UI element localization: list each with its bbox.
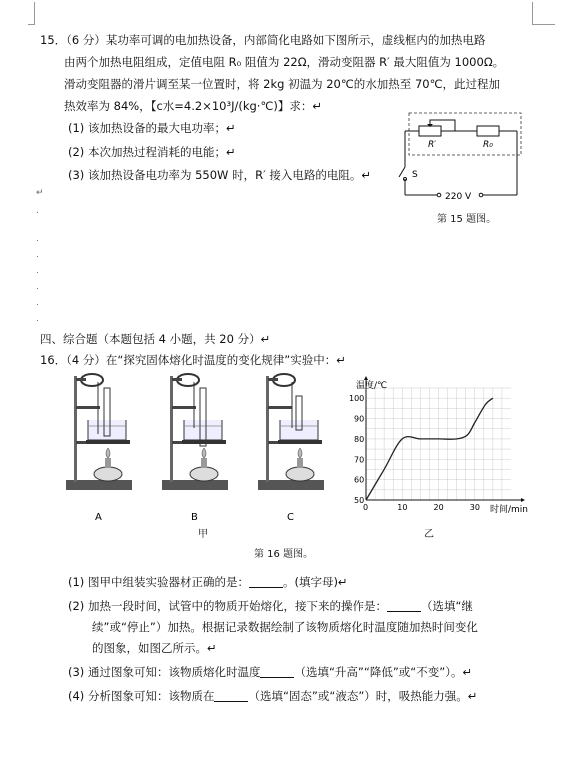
x-tick-label: 30	[469, 503, 480, 512]
y-tick-label: 60	[354, 475, 365, 485]
q15-sub3: (3) 该加热设备电功率为 550W 时，R′ 接入电路的电阻。↵	[68, 168, 371, 182]
para-mark: .	[36, 314, 39, 324]
q16-fig-caption: 第 16 题图。	[254, 549, 314, 560]
q15-circuit-figure	[395, 105, 525, 215]
y-axis-arrow	[364, 376, 368, 380]
q15-sub1: (1) 该加热设备的最大电功率；↵	[68, 121, 236, 135]
x-axis-arrow	[521, 498, 525, 502]
q16-sub2-line2: 续”或“停止”）加热。根据记录数据绘制了该物质熔化时温度随加热时间变化	[92, 620, 478, 634]
q16-sub3: (3) 通过图象可知：该物质熔化时温度 （选填“升高”“降低”或“不变”）。↵	[68, 665, 473, 679]
para-mark: .	[36, 250, 39, 260]
x-tick-label: 20	[433, 503, 444, 512]
label-voltage: 220 V	[445, 192, 472, 202]
label-switch: S	[412, 170, 418, 180]
answer-blank-1[interactable]	[249, 575, 283, 588]
label-r-prime: R′	[428, 140, 437, 150]
y-tick-label: 90	[354, 414, 365, 424]
q16-apparatus-figure	[60, 368, 340, 528]
q15-line3: 滑动变阻器的滑片调至某一位置时，将 2kg 初温为 20℃的水加热至 70℃，此过程加	[64, 77, 500, 91]
y-tick-label: 80	[354, 434, 365, 444]
crop-mark-right	[532, 2, 555, 25]
group-b-label: 乙	[424, 529, 434, 540]
para-mark: .	[36, 234, 39, 244]
para-mark: .	[36, 298, 39, 308]
q15-line2: 由两个加热电阻组成，定值电阻 R₀ 阻值为 22Ω，滑动变阻器 R′ 最大阻值为 1000Ω。	[64, 55, 505, 69]
q15-line4: 热效率为 84%，【c水=4.2×10³J/(kg·℃)】求：↵	[64, 99, 322, 113]
y-tick-label: 100	[349, 394, 365, 404]
label-a: A	[95, 512, 102, 523]
answer-blank-2[interactable]	[387, 599, 421, 612]
y-tick-label: 50	[354, 496, 365, 505]
section-4-title: 四、综合题（本题包括 4 小题，共 20 分）↵	[40, 332, 271, 346]
group-a-label: 甲	[198, 529, 208, 540]
q16-sub2: (2) 加热一段时间，试管中的物质开始熔化，接下来的操作是： （选填“继	[68, 599, 473, 613]
q16-stem: 16．（4 分）在“探究固体熔化时温度的变化规律”实验中：↵	[40, 353, 346, 367]
chart-ylabel: 温度/℃	[356, 381, 388, 391]
crop-mark-left	[28, 2, 35, 25]
q15-line1: 15．（6 分）某功率可调的电加热设备，内部简化电路如下图所示，虚线框内的加热电路	[40, 33, 486, 47]
answer-blank-4[interactable]	[214, 689, 248, 702]
para-mark: .	[36, 282, 39, 292]
para-mark: ↵	[36, 188, 44, 198]
label-r0: R₀	[483, 140, 493, 150]
q15-sub2: (2) 本次加热过程消耗的电能；↵	[68, 145, 236, 159]
para-mark: .	[36, 206, 39, 216]
q16-temperature-chart	[340, 372, 530, 522]
chart-xlabel: 时间/min	[490, 505, 529, 515]
q16-sub2-line3: 的图象，如图乙所示。↵	[92, 641, 217, 655]
x-tick-label: 0	[363, 503, 369, 512]
answer-blank-3[interactable]	[260, 665, 294, 678]
q16-sub1: (1) 图甲中组装实验器材正确的是： 。(填字母)↵	[68, 575, 348, 589]
x-tick-label: 10	[397, 503, 408, 512]
q15-fig-caption: 第 15 题图。	[437, 214, 497, 225]
label-b: B	[191, 512, 198, 523]
y-tick-label: 70	[354, 455, 365, 465]
q16-sub4: (4) 分析图象可知：该物质在 （选填“固态”或“液态”）时，吸热能力强。↵	[68, 689, 478, 703]
label-c: C	[287, 512, 294, 523]
para-mark: .	[36, 266, 39, 276]
